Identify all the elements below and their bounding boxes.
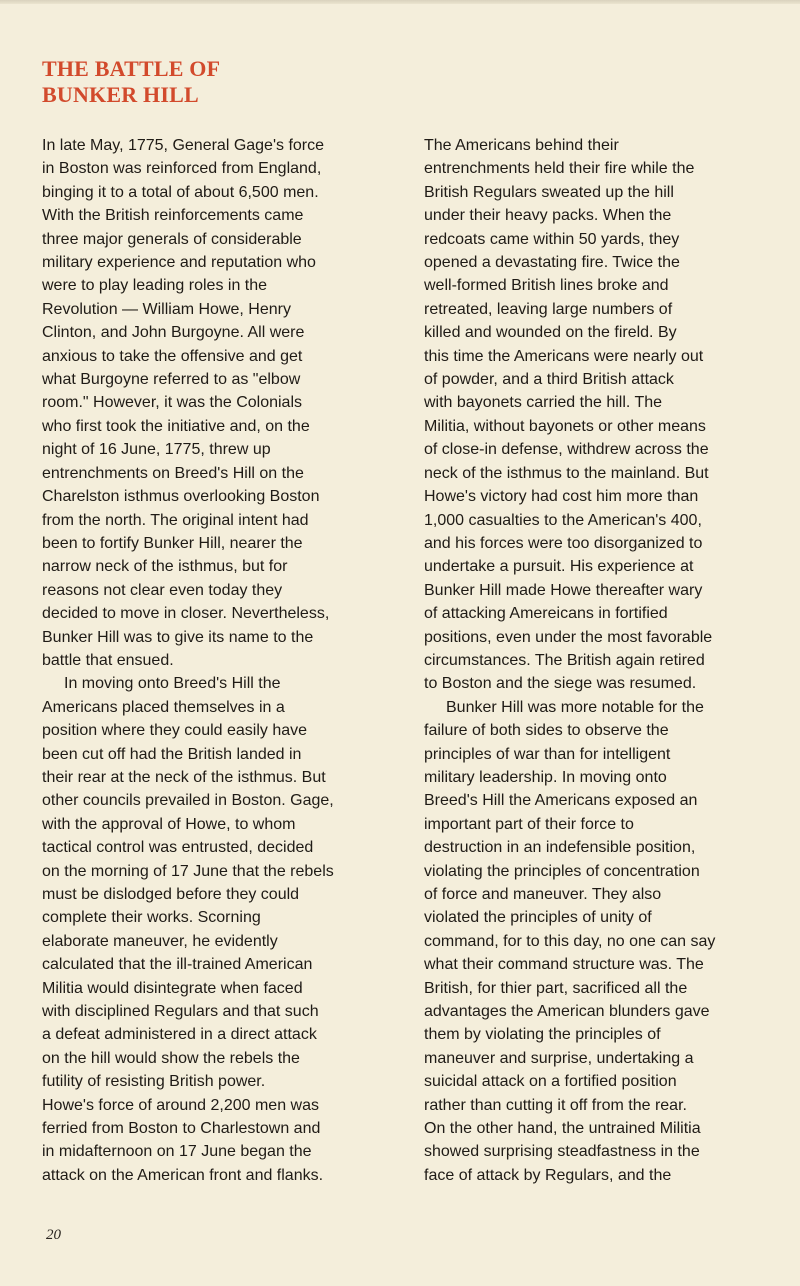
- text-line: in Boston was reinforced from England,: [42, 160, 322, 178]
- text-line: this time the Americans were nearly out: [424, 347, 704, 365]
- text-line: Americans placed themselves in a: [42, 698, 285, 716]
- text-line: ferried from Boston to Charlestown and: [42, 1120, 321, 1138]
- text-line: circumstances. The British again retired: [424, 651, 705, 669]
- text-line: of powder, and a third British attack: [424, 371, 674, 389]
- text-line: entrenchments on Breed's Hill on the: [42, 464, 304, 482]
- text-line: what Burgoyne referred to as "elbow: [42, 371, 301, 389]
- text-line: their rear at the neck of the isthmus. But: [42, 768, 326, 786]
- text-line: Breed's Hill the Americans exposed an: [424, 792, 698, 810]
- text-line: been cut off had the British landed in: [42, 745, 302, 763]
- text-line: narrow neck of the isthmus, but for: [42, 558, 288, 576]
- text-line: showed surprising steadfastness in the: [424, 1143, 700, 1161]
- text-line: advantages the American blunders gave: [424, 1003, 710, 1021]
- text-line: military experience and reputation who: [42, 254, 316, 272]
- page-title: [42, 56, 382, 108]
- text-line: on the hill would show the rebels the: [42, 1049, 300, 1067]
- text-line: three major generals of considerable: [42, 230, 302, 248]
- text-line: 1,000 casualties to the American's 400,: [424, 511, 702, 529]
- text-line: room." However, it was the Colonials: [42, 394, 303, 412]
- text-line: well-formed British lines broke and: [424, 277, 669, 295]
- text-line: what their command structure was. The: [424, 956, 704, 974]
- paragraph-start-line: Bunker Hill was more notable for the: [446, 698, 704, 716]
- text-line: Militia, without bayonets or other means: [424, 417, 706, 435]
- text-line: principles of war than for intelligent: [424, 745, 671, 763]
- text-line: British, for thier part, sacrificed all the: [424, 979, 688, 997]
- text-line: British Regulars sweated up the hill: [424, 183, 674, 201]
- text-line: a defeat administered in a direct attack: [42, 1026, 317, 1044]
- text-line: of close-in defense, withdrew across the: [424, 441, 709, 459]
- text-line: violated the principles of unity of: [424, 909, 652, 927]
- text-line: binging it to a total of about 6,500 men.: [42, 183, 319, 201]
- text-line: with bayonets carried the hill. The: [424, 394, 663, 412]
- left-column: [42, 134, 392, 1187]
- text-line: Clinton, and John Burgoyne. All were: [42, 324, 305, 342]
- text-line: positions, even under the most favorable: [424, 628, 713, 646]
- text-line: were to play leading roles in the: [42, 277, 268, 295]
- text-line: failure of both sides to observe the: [424, 722, 669, 740]
- right-column: [424, 134, 774, 1187]
- text-line: on the morning of 17 June that the rebels: [42, 862, 334, 880]
- text-line: opened a devastating fire. Twice the: [424, 254, 680, 272]
- text-line: In late May, 1775, General Gage's force: [42, 137, 325, 154]
- text-line: Howe's victory had cost him more than: [424, 488, 699, 506]
- text-line: Militia would disintegrate when faced: [42, 979, 303, 997]
- text-line: Revolution — William Howe, Henry: [42, 300, 291, 318]
- text-line: undertake a pursuit. His experience at: [424, 558, 694, 576]
- text-line: killed and wounded on the fireld. By: [424, 324, 677, 342]
- text-line: futility of resisting British power.: [42, 1073, 266, 1091]
- text-line: of attacking Amereicans in fortified: [424, 605, 668, 623]
- text-line: command, for to this day, no one can say: [424, 932, 716, 950]
- top-rule: [0, 0, 800, 4]
- text-line: retreated, leaving large numbers of: [424, 300, 673, 318]
- text-line: and his forces were too disorganized to: [424, 534, 703, 552]
- title-line-2: BUNKER HILL: [42, 82, 199, 107]
- text-line: of force and maneuver. They also: [424, 886, 662, 903]
- text-line: The Americans behind their: [424, 137, 619, 154]
- text-line: rather than cutting it off from the rear.: [424, 1096, 687, 1114]
- title-line-1: THE BATTLE OF: [42, 56, 221, 81]
- text-line: calculated that the ill-trained American: [42, 956, 313, 974]
- text-line: elaborate maneuver, he evidently: [42, 932, 278, 950]
- text-line: from the north. The original intent had: [42, 511, 309, 529]
- text-line: tactical control was entrusted, decided: [42, 839, 314, 857]
- text-line: neck of the isthmus to the mainland. But: [424, 464, 709, 482]
- text-line: battle that ensued.: [42, 651, 174, 669]
- paragraph-start-line: In moving onto Breed's Hill the: [64, 675, 281, 693]
- text-line: On the other hand, the untrained Militia: [424, 1120, 701, 1138]
- text-line: to Boston and the siege was resumed.: [424, 675, 697, 693]
- text-line: decided to move in closer. Nevertheless,: [42, 605, 330, 623]
- text-line: suicidal attack on a fortified position: [424, 1073, 677, 1091]
- text-line: with the approval of Howe, to whom: [42, 815, 296, 833]
- text-line: violating the principles of concentration: [424, 862, 700, 880]
- text-line: position where they could easily have: [42, 722, 308, 740]
- text-line: in midafternoon on 17 June began the: [42, 1143, 312, 1161]
- text-line: under their heavy packs. When the: [424, 207, 672, 225]
- text-line: Bunker Hill made Howe thereafter wary: [424, 581, 703, 599]
- text-line: attack on the American front and flanks.: [42, 1166, 324, 1184]
- text-line: night of 16 June, 1775, threw up: [42, 441, 271, 459]
- text-line: redcoats came within 50 yards, they: [424, 230, 680, 248]
- text-line: them by violating the principles of: [424, 1026, 661, 1044]
- text-line: face of attack by Regulars, and the: [424, 1166, 672, 1184]
- text-line: been to fortify Bunker Hill, nearer the: [42, 534, 303, 552]
- text-line: military leadership. In moving onto: [424, 768, 667, 786]
- text-line: reasons not clear even today they: [42, 581, 283, 599]
- text-line: important part of their force to: [424, 815, 634, 833]
- text-line: anxious to take the offensive and get: [42, 347, 303, 365]
- text-line: other councils prevailed in Boston. Gage,: [42, 792, 334, 810]
- text-line: Howe's force of around 2,200 men was: [42, 1096, 319, 1114]
- page-number: 20: [46, 1227, 61, 1243]
- text-line: with disciplined Regulars and that such: [42, 1003, 319, 1021]
- text-line: Bunker Hill was to give its name to the: [42, 628, 314, 646]
- text-line: destruction in an indefensible position,: [424, 839, 696, 857]
- text-line: who first took the initiative and, on the: [42, 417, 310, 435]
- text-line: With the British reinforcements came: [42, 207, 304, 225]
- text-line: must be dislodged before they could: [42, 886, 300, 903]
- text-line: maneuver and surprise, undertaking a: [424, 1049, 694, 1067]
- text-line: entrenchments held their fire while the: [424, 160, 695, 178]
- text-line: Charelston isthmus overlooking Boston: [42, 488, 320, 506]
- text-line: complete their works. Scorning: [42, 909, 261, 927]
